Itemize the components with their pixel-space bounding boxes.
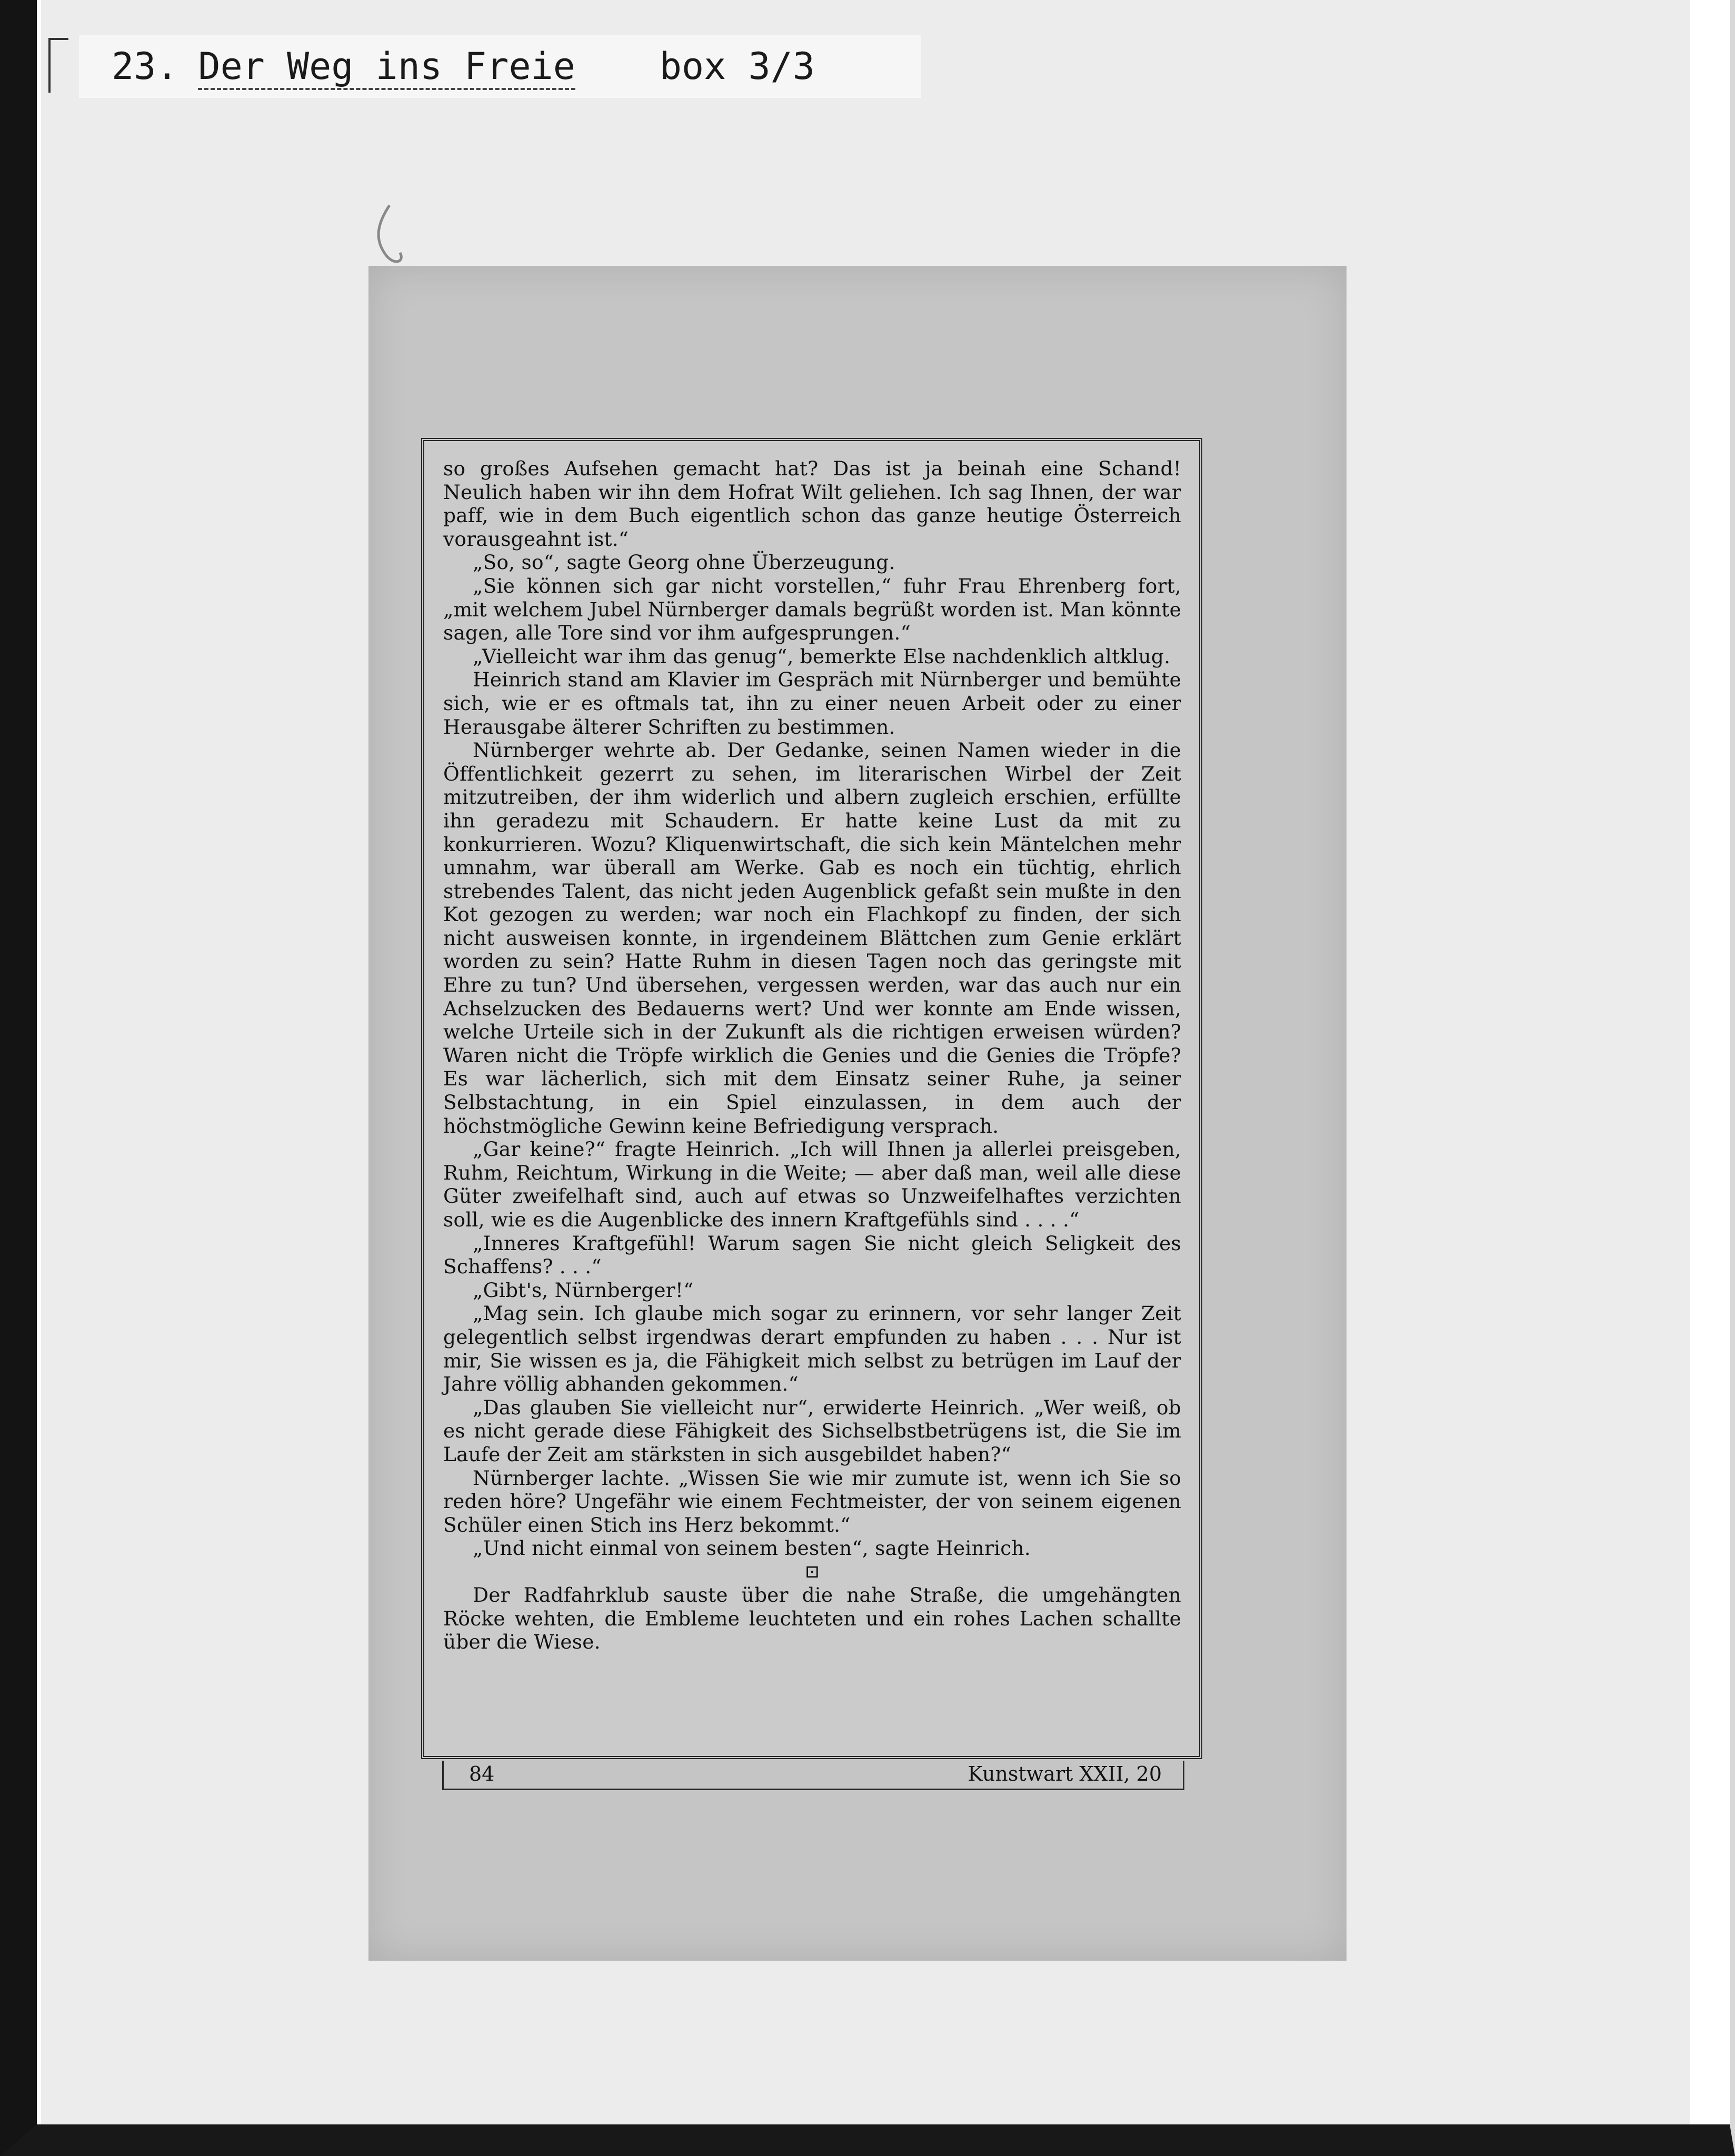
page-number: 84 [469, 1762, 495, 1785]
paragraph: „Vielleicht war ihm das genug“, bemerkte Else nachdenklich altklug. [473, 644, 1171, 668]
paragraph: „So, so“, sagte Georg ohne Überzeugung. [473, 551, 895, 574]
closing-paragraph: Der Radfahrklub sauste über die nahe Straße, die umgehängten Röcke wehten, die Embleme leuchteten und ein rohes Lachen schallte über die Wiese. [443, 1583, 1181, 1654]
section-ornament-icon: ⊡ [804, 1561, 820, 1582]
corner-mark [48, 38, 68, 93]
paragraph: „Gibt's, Nürnberger!“ [473, 1278, 694, 1302]
label-title: Der Weg ins Freie [198, 45, 575, 90]
label-box: box 3/3 [659, 45, 815, 88]
paragraph: „Und nicht einmal von seinem besten“, sagte Heinrich. [473, 1536, 1031, 1560]
page-footer [442, 1761, 1184, 1790]
article-text-box [421, 438, 1202, 1759]
paragraph: „Sie können sich gar nicht vorstellen,“ fuhr Frau Ehrenberg fort, „mit welchem Jubel Nürnberger damals begrüßt worden ist. Man könnte sagen, alle Tore sind vor ihm aufgesprungen.“ [443, 574, 1181, 645]
paragraph: „Inneres Kraftgefühl! Warum sagen Sie nicht gleich Seligkeit des Schaffens? . . .“ [443, 1231, 1181, 1279]
paragraph: Heinrich stand am Klavier im Gespräch mit Nürnberger und bemühte sich, wie er es oftmals tat, ihn zu einer neuen Arbeit oder zu einer Herausgabe älterer Schriften zu bestimmen. [443, 668, 1181, 738]
paragraph: Nürnberger lachte. „Wissen Sie wie mir zumute ist, wenn ich Sie so reden höre? Ungefähr wie einem Fechtmeister, der von seinem eigenen Schüler einen Stich ins Herz bekommt.“ [443, 1466, 1181, 1536]
paragraph: „Gar keine?“ fragte Heinrich. „Ich will Ihnen ja allerlei preisgeben, Ruhm, Reichtum, Wirkung in die Weite; — aber daß man, weil alle diese Güter zweifelhaft sind, auch auf etwas so Unzweifelhaftes verzichten soll, wie es die Augenblicke des innern Kraftgefühls sind . . . .“ [443, 1137, 1181, 1231]
journal-reference: Kunstwart XXII, 20 [968, 1762, 1162, 1785]
paragraph: so großes Aufsehen gemacht hat? Das ist ja beinah eine Schand! Neulich haben wir ihn dem Hofrat Wilt geliehen. Ich sag Ihnen, der war paff, wie in dem Buch eigentlich schon das ganze heutige Österreich vorausgeahnt ist.“ [443, 457, 1181, 551]
paragraph: Nürnberger wehrte ab. Der Gedanke, seinen Namen wieder in die Öffentlichkeit gezerrt zu sehen, im literarischen Wirbel der Zeit mitzutreiben, der ihm widerlich und albern zugleich erschien, erfüllte ihn geradezu mit Schaudern. Er hatte keine Lust da mit zu konkurrieren. Wozu? Kliquenwirtschaft, die sich kein Mäntelchen mehr umnahm, war überall am Werke. Gab es noch ein tüchtig, ehrlich strebendes Talent, das nicht jeden Augenblick gefaßt sein mußte in den Kot gezogen zu werden; war noch ein Flachkopf zu finden, der sich nicht ausweisen konnte, in irgendeinem Blättchen zum Genie erklärt worden zu sein? Hatte Ruhm in diesen Tagen noch das geringste mit Ehre zu tun? Und übersehen, vergessen werden, war das auch nur ein Achselzucken des Bedauerns wert? Und wer konnte am Ende wissen, welche Urteile sich in der Zukunft als die richtigen erweisen würden? Waren nicht die Tröpfe wirklich die Genies und die Genies die Tröpfe? Es war lächerlich, sich mit dem Einsatz seiner Ruhe, ja seiner Selbstachtung, in ein Spiel einzulassen, in dem auch der höchstmögliche Gewinn keine Befriedigung versprach. [443, 738, 1181, 1137]
label-number: 23. [112, 45, 178, 88]
paragraph: „Das glauben Sie vielleicht nur“, erwiderte Heinrich. „Wer weiß, ob es nicht gerade diese Fähigkeit des Sichselbstbetrügens ist, die Sie im Laufe der Zeit am stärksten in sich ausgebildet haben?“ [443, 1395, 1181, 1466]
paragraph: „Mag sein. Ich glaube mich sogar zu erinnern, vor sehr langer Zeit gelegentlich selbst irgendwas derart empfunden zu haben . . . Nur ist mir, Sie wissen es ja, die Fähigkeit mich selbst zu betrügen im Lauf der Jahre völlig abhanden gekommen.“ [443, 1302, 1181, 1396]
archive-label [79, 35, 921, 98]
